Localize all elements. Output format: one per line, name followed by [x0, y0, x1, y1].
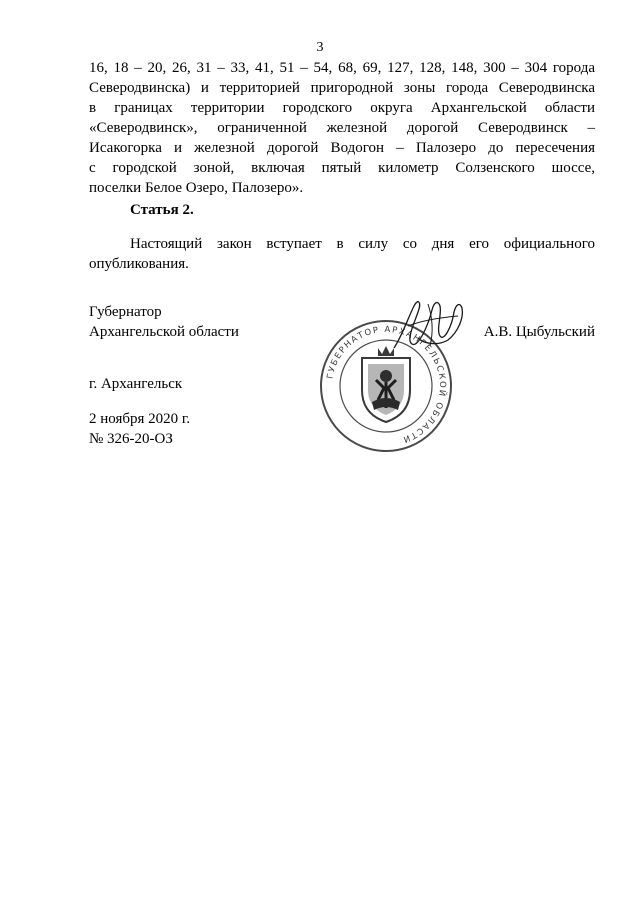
article-title: Статья 2.: [130, 202, 194, 218]
text-line: Исакогорка и железной дорогой Водогон – Палозеро до пересечения: [89, 140, 595, 156]
law-paragraph: [89, 58, 595, 198]
law-number: № 326-20-ОЗ: [89, 431, 173, 447]
coat-of-arms-icon: [362, 346, 410, 422]
signer-name: А.В. Цыбульский: [483, 324, 595, 340]
text-line: с городской зоной, включая пятый километр Солзенского шоссе,: [89, 160, 595, 176]
signing-city: г. Архангельск: [89, 376, 183, 392]
text-line: в границах территории городского округа Архангельской области: [89, 100, 595, 116]
text-line: «Северодвинск», ограниченной железной дорогой Северодвинск –: [89, 120, 595, 136]
signing-date: 2 ноября 2020 г.: [89, 411, 191, 427]
handwritten-signature: [388, 296, 468, 354]
signer-title-line: Губернатор: [89, 304, 162, 320]
page-number: 3: [316, 40, 324, 55]
text-line: опубликования.: [89, 256, 189, 272]
signer-title: [89, 302, 239, 342]
signer-title-line: Архангельской области: [89, 324, 239, 340]
text-line: поселки Белое Озеро, Палозеро».: [89, 180, 304, 196]
text-line: Настоящий закон вступает в силу со дня его официального: [130, 236, 595, 252]
seal-text: ГУБЕРНАТОР АРХАНГЕЛЬСКОЙ ОБЛАСТИ: [325, 324, 448, 445]
text-line: Северодвинска) и территорией пригородной зоны города Северодвинска: [89, 80, 595, 96]
article-paragraph: [89, 234, 595, 274]
text-line: 16, 18 – 20, 26, 31 – 33, 41, 51 – 54, 68, 69, 127, 128, 148, 300 – 304 города: [89, 60, 595, 76]
